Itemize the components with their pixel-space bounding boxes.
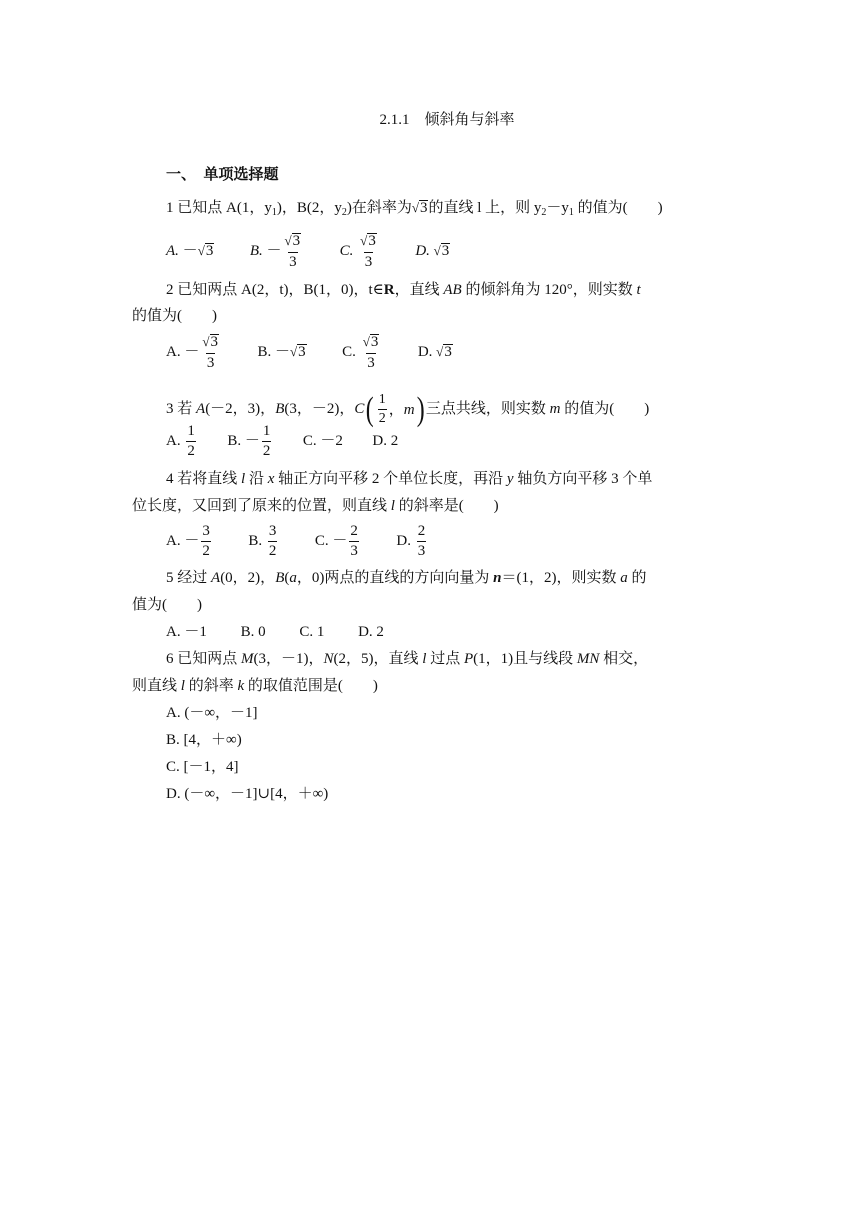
q1-text-e: －y — [546, 200, 569, 216]
q4-text-e: 位长度，又回到了原来的位置，则直线 — [132, 498, 391, 514]
q4-text-c: 轴正方向平移 2 个单位长度，再沿 — [274, 471, 507, 487]
q6-point-m-coords: (3，－1)， — [253, 651, 324, 667]
q1-sub-2: 2 — [341, 207, 347, 218]
q2-reals-symbol: R — [383, 282, 395, 298]
q3-var-m: m — [549, 401, 561, 417]
q6-var-l: l — [422, 651, 427, 667]
q2-text-a: 2 已知两点 A(2，t)，B(1，0)，t∈ — [166, 282, 384, 298]
q4-option-a-minus: － — [184, 533, 200, 549]
q3-option-b-label: B. — [227, 433, 242, 449]
q1-option-a-minus: － — [182, 243, 198, 259]
q6-text-f: 的斜率 — [184, 678, 238, 694]
q1-option-a-sqrt: √3 — [197, 243, 214, 259]
q1-option-b-frac: $\frac{√3}{3}$ — [284, 233, 301, 270]
q5-point-a-coords: (0，2)， — [220, 570, 276, 586]
q6-point-p: P — [463, 651, 474, 667]
q3-option-a-label: A. — [166, 433, 181, 449]
q2-option-a-minus: － — [184, 344, 200, 360]
q6-point-n: N — [323, 651, 334, 667]
q4-option-c-minus: － — [332, 533, 348, 549]
q3-point-b: B — [275, 401, 285, 417]
q1-option-b-label: B. — [249, 243, 263, 259]
q4-text-b: 沿 — [245, 471, 268, 487]
question-1-options — [166, 232, 450, 270]
q5-text-a: 5 经过 — [166, 570, 212, 586]
q3-option-b-frac: $\frac{1}{2}$ — [262, 423, 271, 460]
question-3-options — [166, 422, 398, 460]
q2-option-d-sqrt: √3 — [436, 344, 452, 360]
q4-option-a-frac: $\frac{3}{2}$ — [202, 523, 210, 560]
question-5-stem — [166, 568, 646, 588]
q2-option-c-frac: $\frac{√3}{3}$ — [362, 334, 379, 371]
q6-text-a: 6 已知两点 — [166, 651, 242, 667]
q4-option-b-label: B. — [248, 533, 263, 549]
q4-option-d-frac: $\frac{2}{3}$ — [417, 523, 426, 560]
q4-var-l-2: l — [390, 498, 395, 514]
q2-option-a-label: A. — [166, 344, 181, 360]
q6-var-k: k — [237, 678, 245, 694]
q3-point-a-coords: (－2，3)， — [205, 401, 276, 417]
q2-text-c: 的倾斜角为 120°，则实数 — [461, 282, 637, 298]
q2-line-ab: AB — [443, 282, 462, 298]
q1-option-c-frac: $\frac{√3}{3}$ — [360, 233, 376, 270]
q3-text-a: 3 若 — [166, 401, 197, 417]
question-6-stem — [166, 649, 648, 669]
q3-option-b-minus: － — [244, 433, 260, 449]
q1-text-b: )，B(2，y — [276, 200, 342, 216]
q2-option-c-label: C. — [342, 344, 356, 360]
q1-option-d-sqrt: √3 — [433, 243, 450, 259]
q4-option-c-frac: $\frac{2}{3}$ — [350, 523, 358, 560]
q5-var-a-2: a — [620, 570, 628, 586]
q6-text-d: 相交， — [599, 651, 649, 667]
q3-point-a: A — [196, 401, 206, 417]
q5-text-d: 的 — [627, 570, 647, 586]
question-5-options: A. －1 B. 0 C. 1 D. 2 — [166, 624, 384, 640]
q4-option-c-label: C. — [314, 533, 329, 549]
q1-option-b-minus: － — [266, 243, 282, 259]
q6-var-l-2: l — [180, 678, 185, 694]
q6-text-b: 过点 — [426, 651, 464, 667]
q6-point-n-coords: (2，5)，直线 — [333, 651, 423, 667]
section-heading: 一、 单项选择题 — [166, 167, 279, 183]
question-4-options — [166, 522, 428, 560]
q5-point-b: B — [275, 570, 285, 586]
q1-sub-1b: 1 — [568, 207, 574, 218]
q1-text-f: 的值为( ) — [573, 200, 663, 216]
q2-option-d-label: D. — [417, 344, 433, 360]
question-6-option-c: C. [－1，4] — [166, 759, 239, 775]
q5-text-b: ，0)两点的直线的方向向量为 — [296, 570, 494, 586]
q3-point-c: C — [354, 401, 365, 417]
q6-text-e: 则直线 — [132, 678, 181, 694]
q4-text-a: 4 若将直线 — [166, 471, 242, 487]
q3-point-b-coords: (3，－2)， — [284, 401, 355, 417]
q5-text-c: ＝(1，2)，则实数 — [501, 570, 621, 586]
q4-var-y: y — [506, 471, 514, 487]
q2-option-b-sqrt: √3 — [290, 344, 306, 360]
q2-option-b-label: B. — [257, 344, 272, 360]
q4-text-f: 的斜率是( ) — [394, 498, 499, 514]
question-1-stem — [166, 198, 663, 218]
q4-option-d-label: D. — [396, 533, 411, 549]
q3-option-c: C. －2 — [302, 433, 343, 449]
q3-point-c-coords: ( $\frac{1}{2}$ ， m ) — [366, 390, 425, 428]
q2-option-b-minus: － — [275, 344, 291, 360]
q3-text-c: 的值为( ) — [560, 401, 650, 417]
q4-var-l: l — [241, 471, 246, 487]
q1-option-a-label: A. — [166, 243, 179, 259]
q5-var-a: a — [289, 570, 297, 586]
q6-text-g: 的取值范围是( ) — [244, 678, 378, 694]
question-5-stem-line2: 值为( ) — [132, 597, 202, 613]
q6-text-c: (1，1)且与线段 — [473, 651, 577, 667]
q2-var-t: t — [636, 282, 641, 298]
question-2-options — [166, 333, 453, 371]
q5-point-a: A — [211, 570, 221, 586]
question-6-option-d: D. (－∞，－1]∪[4，＋∞) — [166, 786, 329, 802]
q3-option-a-frac: $\frac{1}{2}$ — [187, 423, 195, 460]
q5-vector-n: n — [493, 570, 502, 586]
q5-paren: ( — [284, 570, 290, 586]
q4-var-x: x — [267, 471, 275, 487]
question-4-stem-line2 — [132, 496, 499, 516]
q1-text-d: 的直线 l 上，则 y — [428, 200, 542, 216]
q1-option-c-label: C. — [339, 243, 354, 259]
q1-option-d-label: D. — [415, 243, 430, 259]
q3-text-b: 三点共线，则实数 — [425, 401, 550, 417]
q4-text-d: 轴负方向平移 3 个单 — [513, 471, 653, 487]
question-2-stem-line2: 的值为( ) — [132, 308, 217, 324]
q4-option-a-label: A. — [166, 533, 181, 549]
q1-text-c: )在斜率为 — [346, 200, 412, 216]
q6-point-m: M — [241, 651, 254, 667]
question-6-option-a: A. (－∞，－1] — [166, 705, 258, 721]
q1-sqrt: √3 — [411, 200, 428, 216]
question-4-stem — [166, 469, 652, 489]
question-6-stem-line2 — [132, 676, 378, 696]
q1-sub-1: 1 — [271, 207, 277, 218]
q2-option-a-frac: $\frac{√3}{3}$ — [202, 334, 218, 371]
q1-sub-2b: 2 — [541, 207, 547, 218]
question-2-stem — [166, 280, 641, 300]
q1-text-a: 1 已知点 A(1，y — [166, 200, 272, 216]
q4-option-b-frac: $\frac{3}{2}$ — [268, 523, 277, 560]
q3-option-d: D. 2 — [372, 433, 399, 449]
q2-text-b: ，直线 — [394, 282, 444, 298]
question-6-option-b: B. [4，＋∞) — [166, 732, 242, 748]
q6-segment-mn: MN — [576, 651, 600, 667]
page-title: 2.1.1 倾斜角与斜率 — [379, 112, 515, 128]
